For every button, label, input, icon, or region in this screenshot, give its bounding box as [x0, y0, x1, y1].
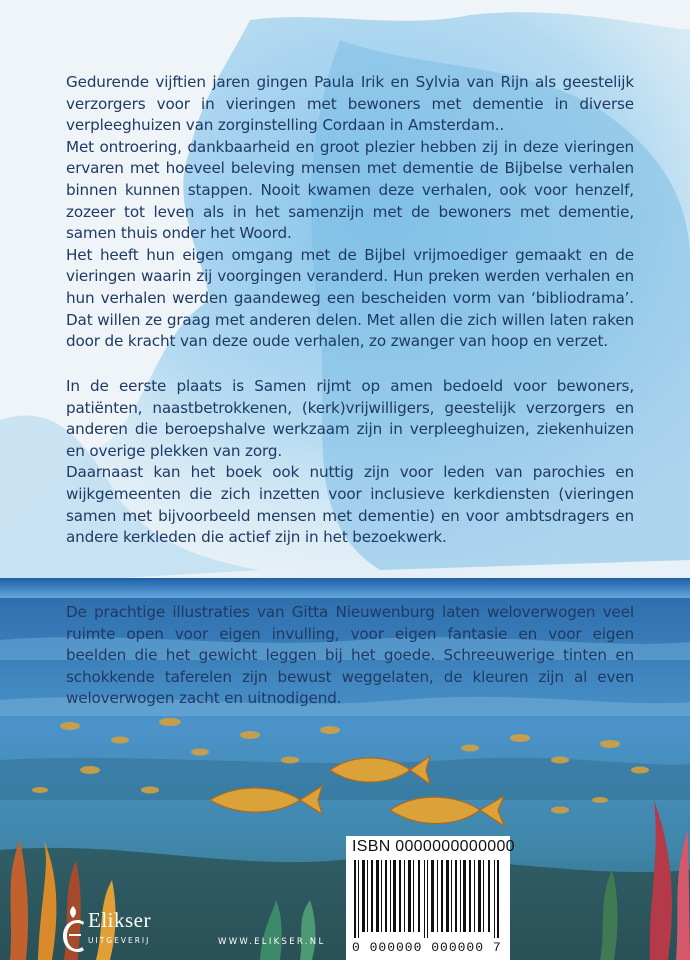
publisher-subtitle: UITGEVERIJ: [88, 936, 151, 945]
barcode-digits: 0 000000 000000 7: [352, 940, 502, 955]
paragraph-emotion: Met ontroering, dankbaarheid en groot plezier hebben zij in deze vieringen ervaren met hoeveel beleving mensen met dementie de Bijbelse verhalen binnen kunnen stappen. Nooit kwamen deze verhalen, ook voor henzelf, zozeer tot leven als in het samenzijn met de bewoners met dementie, samen thuis onder het Woord.: [66, 137, 634, 243]
isbn-label: ISBN 0000000000000: [352, 838, 515, 855]
blurb-bottom: [66, 602, 634, 710]
paragraph-change: Het heeft hun eigen omgang met de Bijbel vrijmoediger gemaakt en de vieringen waarin zij voorgingen veranderd. Hun preken werden verhalen en hun verhalen werden gaandeweg een bescheiden vorm van ‘bibliodrama’. Dat willen ze graag met anderen delen. Met allen die zich willen laten raken door de kracht van deze oude verhalen, zo zwanger van hoop en verzet.: [66, 245, 634, 351]
paragraph-parishes: Daarnaast kan het boek ook nuttig zijn voor leden van parochies en wijkgemeenten die zich inzetten voor inclusieve kerkdiensten (vieringen samen met bijvoorbeeld mensen met dementie) en voor ambtsdragers en andere kerkleden die actief zijn in het bezoekwerk.: [66, 463, 634, 547]
elikser-logo-icon: [60, 904, 86, 954]
paragraph-audience: In de eerste plaats is Samen rijmt op amen bedoeld voor bewoners, patiënten, naastbetrokkenen, (kerk)vrijwilligers, geestelijk verzorgers en anderen die beroepshalve werkzaam zijn in verpleeghuizen, ziekenhuizen en overige plekken van zorg.: [66, 377, 634, 460]
paragraph-intro: Gedurende vijftien jaren gingen Paula Irik en Sylvia van Rijn als geestelijk verzorgers voor in vieringen met bewoners met dementie in diverse verpleeghuizen van zorginstelling Cordaan in Amsterdam..: [66, 73, 634, 135]
publisher-website[interactable]: WWW.ELIKSER.NL: [218, 937, 326, 947]
barcode-graphic: [352, 860, 504, 938]
blurb-middle: [66, 376, 634, 549]
paragraph-illustrations: De prachtige illustraties van Gitta Nieuwenburg laten weloverwogen veel ruimte open voor eigen invulling, voor eigen fantasie en voor eigen beelden die het gewicht leggen bij het goede. Schreeuwerige tinten en schokkende taferelen zijn bewust weggelaten, de kleuren zijn al even weloverwogen zacht en uitnodigend.: [66, 603, 634, 708]
blurb-top: [66, 72, 634, 353]
isbn-barcode-box: [346, 836, 515, 960]
publisher-logo: [60, 904, 210, 960]
publisher-name: Elikser: [88, 908, 151, 932]
